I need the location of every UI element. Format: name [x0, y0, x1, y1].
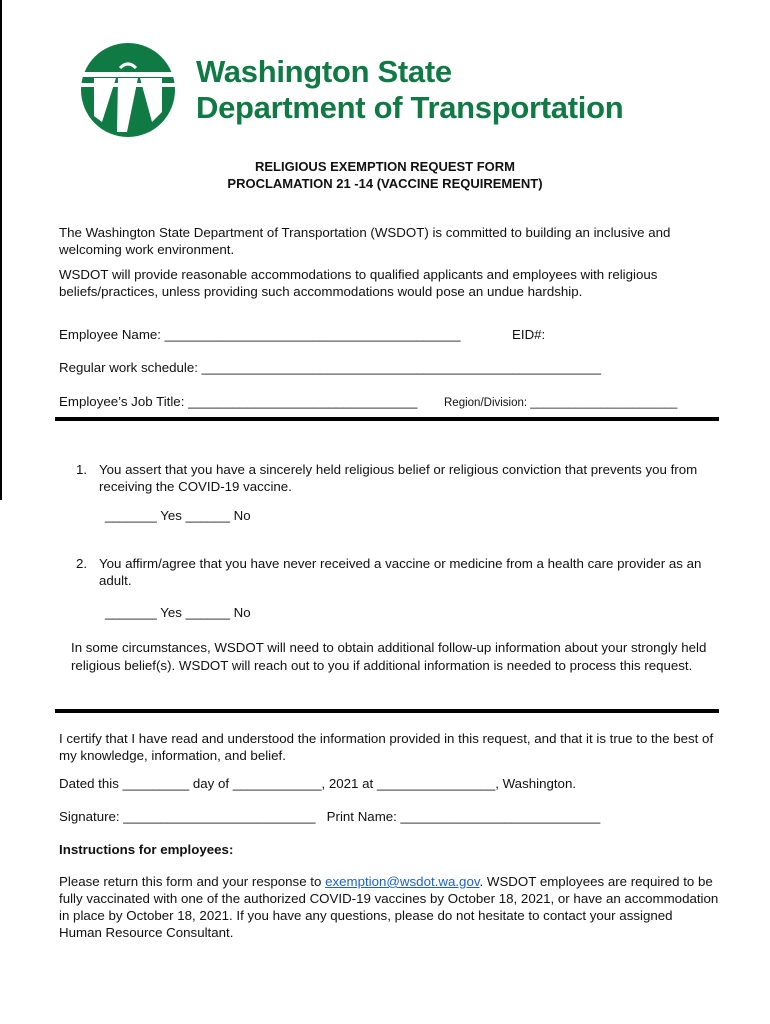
intro-paragraph-2: WSDOT will provide reasonable accommodations to qualified applicants and employees with religious beliefs/practices, unless providing such accommodations would pose an undue hardship. [59, 267, 658, 299]
form-title [0, 158, 770, 192]
wsdot-logo [80, 42, 623, 138]
instructions-heading: Instructions for employees: [59, 842, 234, 857]
instructions-post-link: . WSDOT employees are required to be fully vaccinated with one of the authorized COVID-19 vaccines by October 18, 2021, or have an accommodation in place by October 18, 2021. If you have any questions, please do not hesitate to contact your assigned Human Resource Consultant. [59, 874, 719, 940]
instructions-text [59, 873, 719, 941]
page-edge-line [0, 0, 2, 500]
form-title-line1: RELIGIOUS EXEMPTION REQUEST FORM [254, 159, 516, 174]
eid-field[interactable]: EID#: [512, 327, 546, 342]
work-schedule-field[interactable]: Regular work schedule: ______________________________________________________ [59, 360, 601, 375]
agency-name-line1: Washington State [196, 54, 452, 89]
email-link[interactable]: exemption@wsdot.wa.gov [325, 874, 480, 889]
wsdot-emblem-icon [80, 42, 176, 138]
question-number: 2. [76, 556, 88, 571]
section-divider-1 [55, 417, 719, 421]
certification-statement: I certify that I have read and understood the information provided in this request, and that it is true to the best of my knowledge, information, and belief. [59, 731, 714, 763]
question-2-yes-no[interactable]: _______ Yes ______ No [105, 605, 251, 620]
employee-name-field[interactable]: Employee Name: ________________________________________ [59, 327, 461, 342]
question-1-yes-no[interactable]: _______ Yes ______ No [105, 508, 251, 523]
question-text: You assert that you have a sincerely held religious belief or religious conviction that prevents you from receiving the COVID-19 vaccine. [99, 462, 698, 494]
dated-field[interactable]: Dated this _________ day of ____________, 2021 at ________________, Washington. [59, 776, 577, 791]
question-1 [76, 461, 726, 495]
job-title-field[interactable]: Employee’s Job Title: _______________________________ [59, 394, 418, 409]
section-divider-2 [55, 709, 719, 713]
question-2 [76, 555, 726, 589]
region-division-field[interactable]: Region/Division: _______________________ [444, 397, 678, 409]
agency-name-line2: Department of Transportation [196, 90, 624, 125]
instructions-pre-link: Please return this form and your response to [59, 874, 326, 889]
signature-print-name-field[interactable]: Signature: __________________________ Print Name: ___________________________ [59, 809, 601, 824]
intro-paragraph-1: The Washington State Department of Transportation (WSDOT) is committed to building an inclusive and welcoming work environment. [59, 225, 671, 257]
followup-note: In some circumstances, WSDOT will need to obtain additional follow-up information about your strongly held religious belief(s). WSDOT will reach out to you if additional information is needed to process this request. [71, 640, 707, 673]
question-number: 1. [76, 462, 88, 477]
question-text: You affirm/agree that you have never received a vaccine or medicine from a health care provider as an adult. [99, 556, 702, 588]
form-title-line2: PROCLAMATION 21 -14 (VACCINE REQUIREMENT) [227, 176, 543, 191]
